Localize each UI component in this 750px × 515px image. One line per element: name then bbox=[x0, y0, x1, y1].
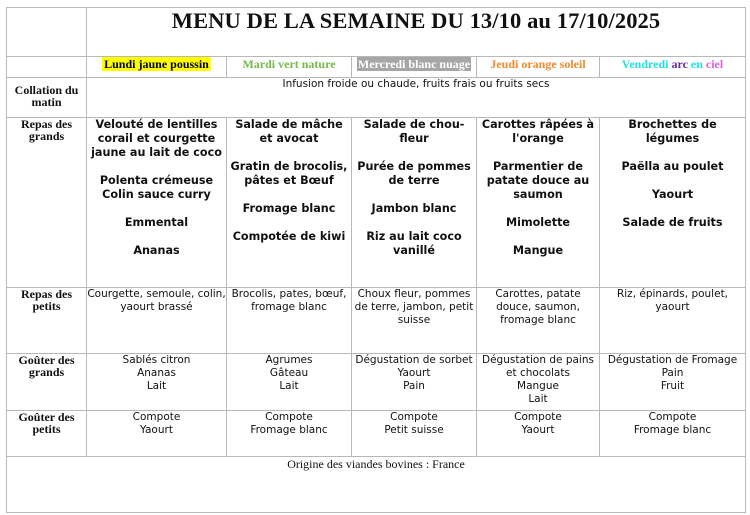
menu-item: Compote bbox=[390, 411, 438, 423]
menu-item: Gratin de brocolis, pâtes et Bœuf bbox=[230, 160, 348, 187]
menu-item: Emmental bbox=[124, 216, 189, 229]
gouter-petits-row bbox=[7, 411, 746, 457]
menu-item: Compote bbox=[514, 411, 562, 423]
menu-item: Mimolette bbox=[505, 216, 571, 229]
row-label-repas-grands: Repas des grands bbox=[7, 118, 87, 288]
menu-item: Petit suisse bbox=[384, 424, 444, 436]
menu-item: Dégustation de pains et chocolats bbox=[482, 354, 594, 379]
day-label-friday-1: Vendredi bbox=[621, 57, 669, 71]
gouter-petits-friday bbox=[600, 411, 746, 457]
menu-item: Agrumes bbox=[265, 354, 313, 366]
menu-item: Gâteau bbox=[269, 367, 309, 379]
gouter-grands-friday bbox=[600, 354, 746, 411]
meat-origin-note: Origine des viandes bovines : France bbox=[7, 457, 746, 513]
menu-item: Carottes râpées à l'orange bbox=[481, 118, 595, 145]
day-header-friday bbox=[600, 57, 746, 78]
repas-grands-row bbox=[7, 118, 746, 288]
gouter-petits-wednesday bbox=[352, 411, 477, 457]
day-label-thursday: Jeudi orange soleil bbox=[490, 57, 586, 71]
menu-item: Ananas bbox=[137, 367, 176, 379]
repas-petits-thursday: Carottes, patate douce, saumon, fromage blanc bbox=[477, 288, 600, 354]
collation-row bbox=[7, 78, 746, 118]
row-label-gouter-petits: Goûter des petits bbox=[7, 411, 87, 457]
menu-item: Fruit bbox=[660, 380, 685, 392]
repas-petits-tuesday: Brocolis, pates, bœuf, fromage blanc bbox=[227, 288, 352, 354]
gouter-grands-thursday bbox=[477, 354, 600, 411]
menu-item: Yaourt bbox=[651, 188, 694, 201]
menu-item: Compote bbox=[265, 411, 313, 423]
gouter-petits-monday bbox=[87, 411, 227, 457]
menu-item: Polenta crémeuse Colin sauce curry bbox=[99, 174, 214, 201]
day-header-thursday bbox=[477, 57, 600, 78]
repas-grands-monday bbox=[87, 118, 227, 288]
repas-grands-friday bbox=[600, 118, 746, 288]
repas-petits-wednesday: Choux fleur, pommes de terre, jambon, petit suisse bbox=[352, 288, 477, 354]
menu-item: Pain bbox=[403, 380, 425, 392]
row-label-gouter-grands: Goûter des grands bbox=[7, 354, 87, 411]
day-label-monday: Lundi jaune poussin bbox=[104, 57, 209, 71]
menu-item: Salade de mâche et avocat bbox=[235, 118, 343, 145]
footer-row bbox=[7, 457, 746, 513]
repas-petits-friday: Riz, épinards, poulet, yaourt bbox=[600, 288, 746, 354]
menu-item: Velouté de lentilles corail et courgette jaune au lait de coco bbox=[91, 118, 222, 159]
menu-item: Lait bbox=[528, 393, 548, 405]
menu-item: Dégustation de sorbet bbox=[355, 354, 473, 366]
title-row bbox=[7, 8, 746, 57]
menu-item: Dégustation de Fromage bbox=[607, 354, 738, 366]
menu-item: Yaourt bbox=[521, 424, 555, 436]
gouter-grands-row bbox=[7, 354, 746, 411]
day-label-friday-3: en bbox=[690, 57, 703, 71]
menu-item: Salade de fruits bbox=[622, 216, 723, 229]
menu-item: Brochettes de légumes bbox=[628, 118, 717, 145]
repas-grands-thursday bbox=[477, 118, 600, 288]
row-label-collation: Collation du matin bbox=[7, 78, 87, 118]
menu-item: Jambon blanc bbox=[371, 202, 457, 215]
collation-text: Infusion froide ou chaude, fruits frais ou fruits secs bbox=[87, 78, 746, 118]
repas-grands-wednesday bbox=[352, 118, 477, 288]
gouter-grands-tuesday bbox=[227, 354, 352, 411]
menu-title: MENU DE LA SEMAINE DU 13/10 au 17/10/2025 bbox=[87, 8, 746, 57]
menu-item: Pain bbox=[661, 367, 684, 379]
day-label-friday-2: arc bbox=[671, 57, 688, 71]
menu-item: Fromage blanc bbox=[242, 202, 336, 215]
menu-item: Compote bbox=[648, 411, 697, 423]
repas-grands-tuesday bbox=[227, 118, 352, 288]
menu-item: Yaourt bbox=[397, 367, 431, 379]
repas-petits-monday: Courgette, semoule, colin, yaourt brassé bbox=[87, 288, 227, 354]
day-header-wednesday bbox=[352, 57, 477, 78]
day-label-wednesday: Mercredi blanc nuage bbox=[357, 57, 471, 71]
menu-item: Ananas bbox=[133, 244, 180, 257]
menu-item: Lait bbox=[146, 380, 167, 392]
menu-item: Salade de chou-fleur bbox=[363, 118, 465, 145]
gouter-petits-thursday bbox=[477, 411, 600, 457]
menu-item: Fromage blanc bbox=[250, 424, 328, 436]
menu-item: Mangue bbox=[512, 244, 564, 257]
repas-petits-row bbox=[7, 288, 746, 354]
day-label-tuesday: Mardi vert nature bbox=[242, 57, 336, 71]
empty-day-label-cell bbox=[7, 57, 87, 78]
gouter-grands-wednesday bbox=[352, 354, 477, 411]
menu-item: Mangue bbox=[517, 380, 559, 392]
menu-item: Compotée de kiwi bbox=[232, 230, 346, 243]
menu-item: Fromage blanc bbox=[633, 424, 712, 436]
menu-item: Yaourt bbox=[140, 424, 173, 436]
days-header-row bbox=[7, 57, 746, 78]
menu-item: Sablés citron bbox=[122, 354, 191, 366]
menu-item: Lait bbox=[279, 380, 299, 392]
menu-item: Paëlla au poulet bbox=[621, 160, 724, 173]
menu-item: Parmentier de patate douce au saumon bbox=[486, 160, 590, 201]
gouter-petits-tuesday bbox=[227, 411, 352, 457]
day-header-monday bbox=[87, 57, 227, 78]
day-header-tuesday bbox=[227, 57, 352, 78]
weekly-menu-table bbox=[6, 7, 746, 513]
empty-corner-cell bbox=[7, 8, 87, 57]
menu-item: Compote bbox=[132, 411, 181, 423]
menu-item: Riz au lait coco vanillé bbox=[366, 230, 462, 257]
menu-item: Purée de pommes de terre bbox=[357, 160, 471, 187]
row-label-repas-petits: Repas des petits bbox=[7, 288, 87, 354]
day-label-friday-4: ciel bbox=[705, 57, 724, 71]
gouter-grands-monday bbox=[87, 354, 227, 411]
